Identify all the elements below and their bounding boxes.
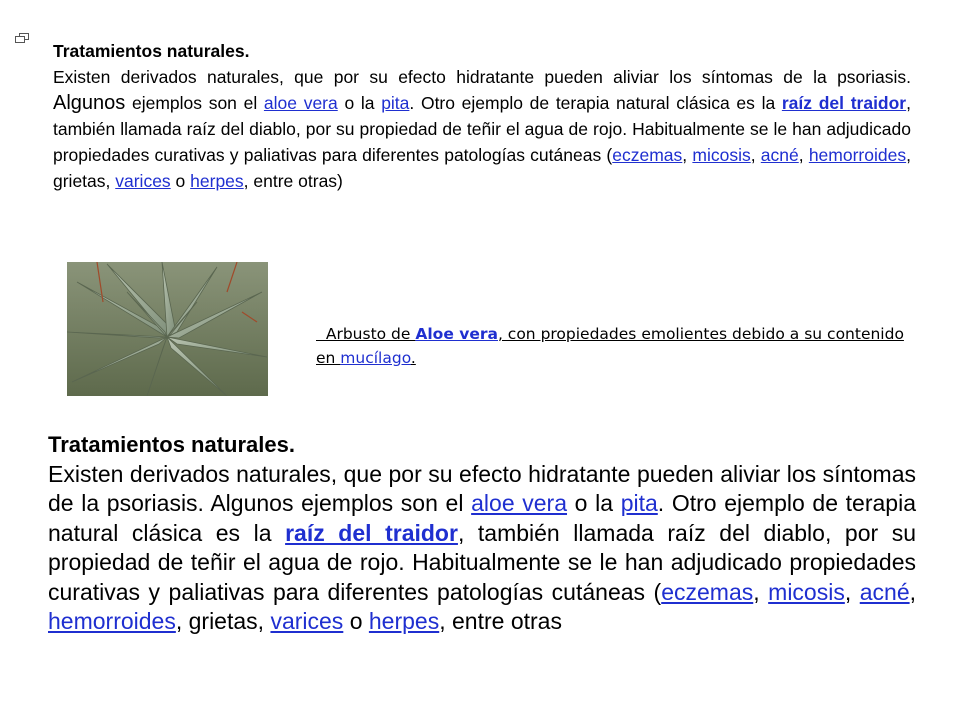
upper-text: , también llamada raíz del diablo, por su propiedad de teñir el agua de rojo. Habitualmente se le han adjudicado propiedades curativas y paliativas para diferentes patologías cutáneas ( (53, 93, 911, 165)
link-eczemas[interactable]: eczemas (612, 145, 683, 165)
lower-text: , grietas, (175, 608, 271, 634)
link-pita[interactable]: pita (620, 490, 658, 516)
lower-text: , entre otras (439, 608, 562, 634)
upper-text: Existen derivados naturales, que por su efecto hidratante pueden aliviar los síntomas de la psoriasis. (53, 67, 911, 87)
link-raiz-del-traidor[interactable]: raíz del traidor (285, 519, 458, 546)
link-caption-aloe-vera[interactable]: Aloe vera (415, 325, 498, 343)
caption-text: Arbusto de (316, 325, 416, 343)
lower-text: . Otro ejemplo de terapia natural clásica es la (48, 490, 916, 546)
upper-text: , entre otras) (243, 171, 343, 191)
link-micosis[interactable]: micosis (768, 578, 845, 605)
link-herpes[interactable]: herpes (190, 171, 244, 191)
link-mucilago[interactable]: mucílago (340, 349, 411, 367)
separator: , (798, 145, 809, 165)
upper-title: Tratamientos naturales. (53, 41, 250, 61)
separator: , (750, 145, 761, 165)
anchor-box-icon (15, 33, 29, 43)
link-micosis[interactable]: micosis (692, 145, 751, 165)
link-raiz-del-traidor[interactable]: raíz del traidor (781, 93, 907, 113)
link-varices[interactable]: varices (270, 608, 344, 634)
separator: , (844, 578, 860, 605)
link-varices[interactable]: varices (115, 171, 171, 191)
caption-text: . (410, 349, 416, 367)
link-hemorroides[interactable]: hemorroides (808, 145, 907, 165)
upper-text: Algunos (53, 92, 126, 114)
separator: , (753, 578, 769, 605)
link-herpes[interactable]: herpes (368, 608, 440, 634)
lower-text: , también llamada raíz del diablo, por su propiedad de teñir el agua de rojo. Habitualmente se le han adjudicado propiedades curativas y paliativas para diferentes patologías cutáneas ( (48, 519, 917, 605)
upper-text: , grietas, (53, 145, 911, 191)
separator: , (909, 578, 916, 605)
upper-text-block (53, 38, 911, 194)
link-aloe-vera[interactable]: aloe vera (263, 93, 338, 113)
lower-title: Tratamientos naturales. (48, 432, 295, 457)
upper-text: o (170, 171, 191, 191)
upper-text: . Otro ejemplo de terapia natural clásica es la (409, 93, 782, 113)
lower-text: o (343, 608, 369, 634)
lower-text: o la (567, 490, 621, 516)
aloe-vera-photo (67, 262, 268, 396)
link-acne[interactable]: acné (859, 578, 910, 605)
lower-text-block (48, 430, 916, 637)
link-acne[interactable]: acné (760, 145, 799, 165)
link-eczemas[interactable]: eczemas (661, 578, 754, 605)
separator: , (682, 145, 693, 165)
photo-caption (316, 322, 906, 370)
link-hemorroides[interactable]: hemorroides (48, 608, 176, 634)
aloe-plant-icon (67, 262, 268, 396)
upper-text: ejemplos son el (125, 93, 264, 113)
link-aloe-vera[interactable]: aloe vera (471, 490, 568, 516)
lower-text: Existen derivados naturales, que por su efecto hidratante pueden aliviar los síntomas de la psoriasis. Algunos ejemplos son el (48, 460, 916, 516)
upper-text: o la (337, 93, 382, 113)
link-pita[interactable]: pita (381, 93, 410, 113)
caption-text: , con propiedades emolientes debido a su contenido en (316, 325, 904, 367)
